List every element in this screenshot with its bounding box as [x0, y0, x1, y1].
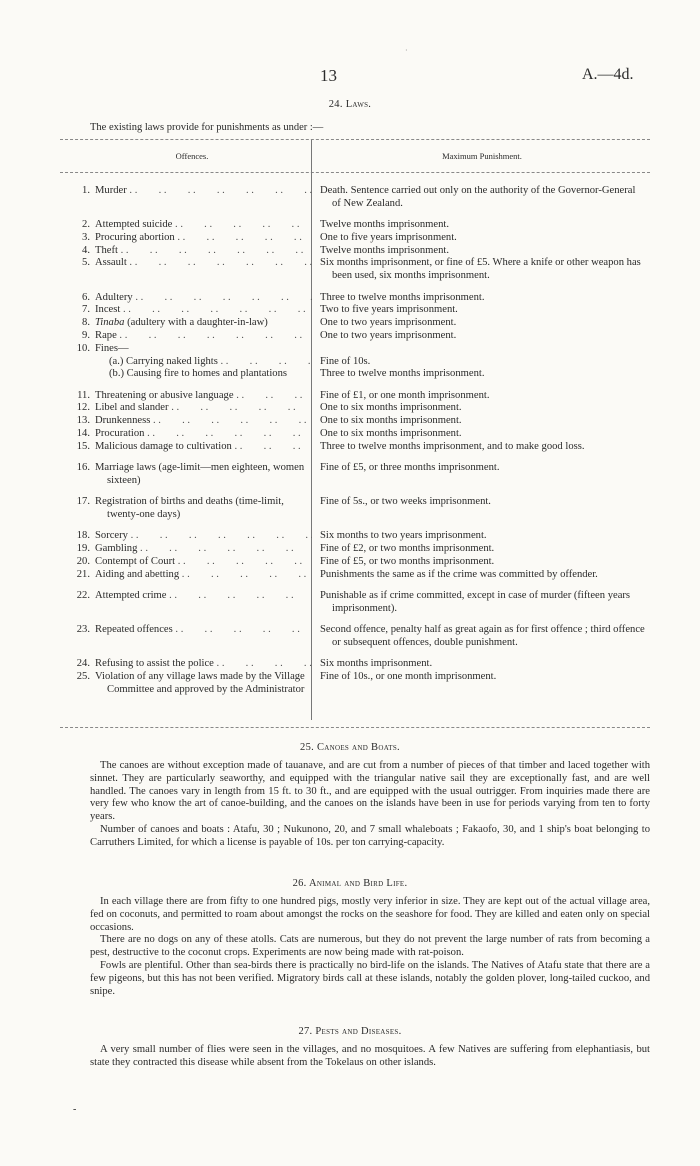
paragraph: In each village there are from fifty to one hundred pigs, mostly very inferior in size. They are kept out of the actual village area, fed on coconuts, and permitted to roam about amongst the rocks on the seashore for food. They are killed and eaten only on special occasions. — [90, 896, 650, 933]
table-row: 13. Drunkenness . . One to six months imprisonment. — [72, 415, 660, 428]
table-row: 15. Malicious damage to cultivation . . Three to twelve months imprisonment, and to make good loss. — [72, 441, 660, 454]
table-row: 25. Violation of any village laws made by the Village Committee and approved by the Administrator Fine of 10s., or one month imprisonment. — [76, 671, 497, 695]
table-top-rule — [60, 139, 650, 140]
paragraph: Number of canoes and boats : Atafu, 30 ; Nukunono, 20, and 7 small whaleboats ; Fakaofo, 30, and 1 ship's boat belonging to Carruthers Limited, for which a license is payable of 10s. per ton carrying-capacity. — [90, 823, 650, 848]
canoes-section — [90, 760, 650, 850]
table-row: 8. Tinaba (adultery with a daughter-in-law) One to two years imprisonment. — [82, 317, 457, 329]
pests-heading: 27. Pests and Diseases. — [298, 1026, 402, 1037]
column-header-punishment: Maximum Punishment. — [442, 151, 522, 161]
table-row: 10. Fines— — [76, 342, 129, 354]
table-row: 3. Procuring abortion . . One to five years imprisonment. — [72, 232, 660, 245]
laws-heading: 24. Laws. — [328, 99, 372, 110]
table-row: 6. Adultery . . Three to twelve months imprisonment. — [72, 292, 660, 305]
table-row: 17. Registration of births and deaths (time-limit, twenty-one days) Fine of 5s., or two weeks imprisonment. — [76, 496, 491, 521]
table-row: 5. Assault . . Six months imprisonment, or fine of £5. Where a knife or other weapon has been used, six months imprisonment. — [72, 257, 660, 283]
table-row: 14. Procuration . . One to six months imprisonment. — [72, 428, 660, 441]
paragraph: Fowls are plentiful. Other than sea-birds there is practically no bird-life on the islands. The Natives of Atafu state that there are a few pigeons, but this has not been verified. Migratory birds call at these islands, notably the golden plover, long-tailed cuckoo, and snipe. — [90, 959, 650, 997]
table-row: 22. Attempted crime . . Punishable as if crime committed, except in case of murder (fifteen years imprisonment). — [72, 590, 660, 616]
canoes-heading: 25. Canoes and Boats. — [300, 742, 400, 753]
table-row: 23. Repeated offences . . Second offence, penalty half as great again as for first offence ; third offence or subsequent offences, double punishment. — [72, 624, 660, 650]
table-header-rule — [60, 172, 650, 173]
table-row: 18. Sorcery . . Six months to two years imprisonment. — [72, 530, 660, 543]
table-row: 11. Threatening or abusive language . . Fine of £1, or one month imprisonment. — [72, 390, 660, 403]
pests-section — [90, 1044, 650, 1070]
footer-mark: - — [73, 1104, 77, 1115]
paragraph: The canoes are without exception made of tauanave, and are cut from a number of pieces of that timber and laced together with sinnet. They are particularly seaworthy, and equipped with the triangular native sail they are exceptionally fast, and are well handled. The canoes vary in length from 15 ft. to 30 ft., and are equipped with the usual outrigger. From inquiries made there are very few who know the art of canoe-building, and the canoes on the islands have been in use for periods varying from ten to forty years. — [90, 760, 650, 823]
table-row: 19. Gambling . . Fine of £2, or two months imprisonment. — [72, 543, 660, 556]
document-reference: A.—4d. — [582, 66, 634, 83]
page-number: 13 — [320, 66, 337, 85]
page-tick-mark: · — [405, 46, 408, 55]
paragraph: There are no dogs on any of these atolls. Cats are numerous, but they do not prevent the large number of rats from becoming a pest, destructive to the coconut crops. Experiments are now being made with rat-poison. — [90, 934, 650, 959]
laws-table — [72, 185, 660, 697]
laws-intro: The existing laws provide for punishments as under :— — [90, 122, 324, 133]
table-row: 4. Theft . . Twelve months imprisonment. — [72, 245, 660, 258]
table-row: 20. Contempt of Court . . Fine of £5, or two months imprisonment. — [72, 556, 660, 569]
column-header-offences: Offences. — [175, 151, 209, 161]
animals-heading: 26. Animal and Bird Life. — [292, 878, 408, 889]
table-bottom-rule — [60, 727, 650, 728]
table-row: 24. Refusing to assist the police . . Six months imprisonment. — [72, 658, 660, 671]
table-row: 9. Rape . . One to two years imprisonment. — [72, 330, 660, 343]
table-row: 1. Murder . . Death. Sentence carried out only on the authority of the Governor-General of New Zealand. — [72, 185, 660, 211]
table-row: 16. Marriage laws (age-limit—men eighteen, women sixteen) Fine of £5, or three months imprisonment. — [76, 462, 500, 486]
paragraph: A very small number of flies were seen in the villages, and no mosquitoes. A few Natives are suffering from elephantiasis, but state they contracted this disease while absent from the Tokelaus on other islands. — [90, 1044, 650, 1068]
table-row: 21. Aiding and abetting . . Punishments the same as if the crime was committed by offender. — [72, 569, 660, 582]
table-row: 2. Attempted suicide . . Twelve months imprisonment. — [72, 219, 660, 232]
table-row: (b.) Causing fire to homes and plantations Three to twelve months imprisonment. — [109, 368, 485, 380]
table-row: 12. Libel and slander . . One to six months imprisonment. — [72, 402, 660, 415]
table-row: 7. Incest . . Two to five years imprisonment. — [72, 304, 660, 317]
table-row: (a.) Carrying naked lights . . Fine of 10s. — [72, 356, 660, 369]
animals-section — [90, 896, 650, 998]
